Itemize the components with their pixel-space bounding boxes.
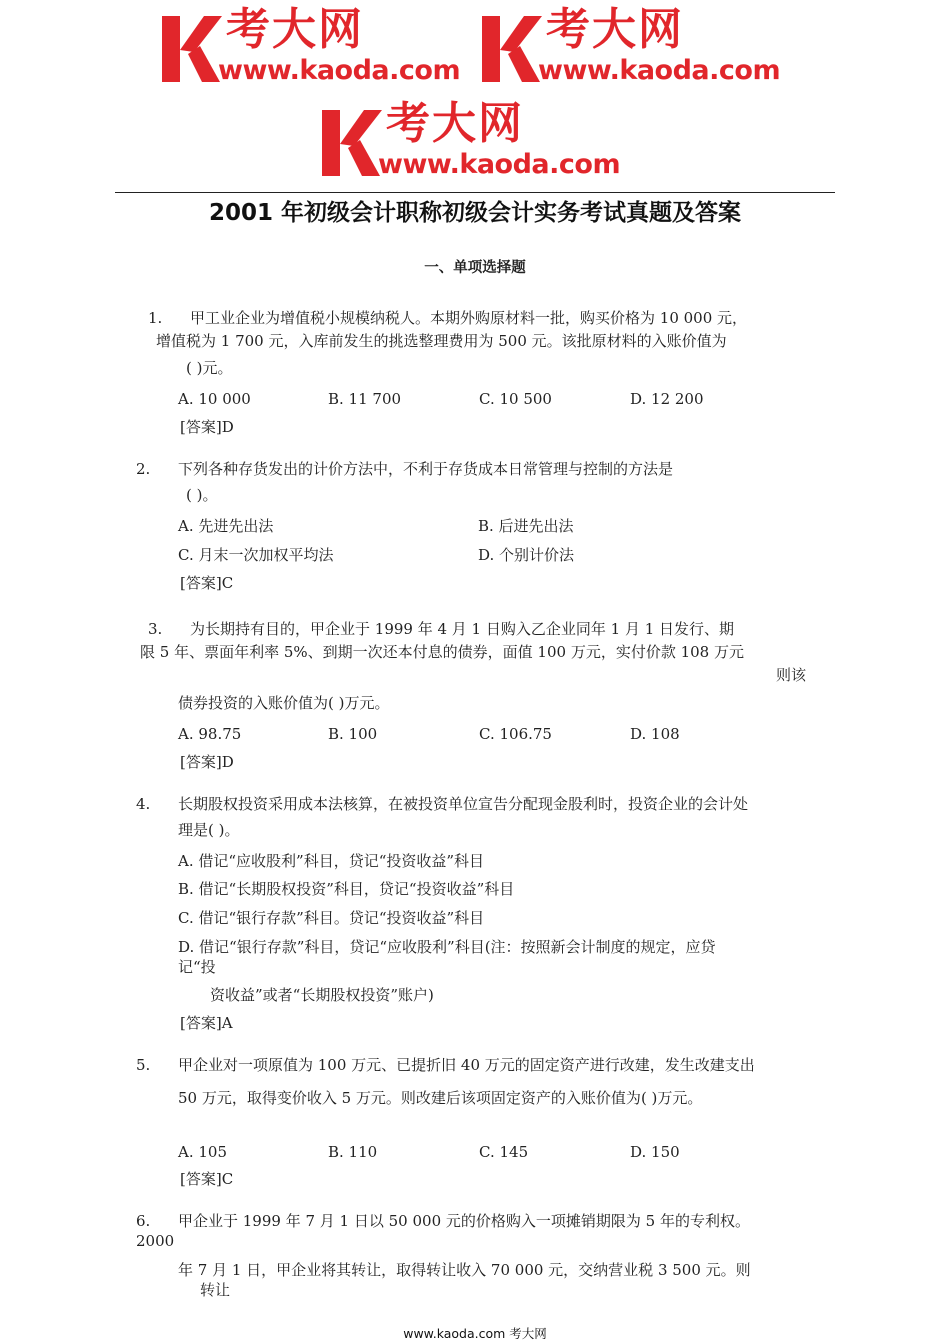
q3-option-d: D. 108 xyxy=(630,725,680,743)
q3-option-a: A. 98.75 xyxy=(178,725,242,743)
q1-option-d: D. 12 200 xyxy=(630,390,704,408)
q4-option-c: C. 借记“银行存款”科目。贷记“投资收益”科目 xyxy=(178,909,485,927)
header-rule xyxy=(115,192,835,193)
q6-line1: 甲企业于 1999 年 7 月 1 日以 50 000 元的价格购入一项摊销期限为 5 年的专利权。 xyxy=(178,1212,750,1230)
q1-line2: 增值税为 1 700 元，入库前发生的挑选整理费用为 500 元。该批原材料的入账价值为 xyxy=(156,332,727,350)
q4-option-d-line1: D. 借记“银行存款”科目，贷记“应收股利”科目(注：按照新会计制度的规定，应贷 xyxy=(178,938,716,956)
k-logo-icon xyxy=(320,106,382,178)
q4-line2: 理是( )。 xyxy=(178,821,240,839)
q3-number: 3. xyxy=(148,620,163,638)
q2-option-d: D. 个别计价法 xyxy=(478,546,575,564)
q2-blank: ( )。 xyxy=(186,486,218,504)
q1-answer: [答案]D xyxy=(180,418,234,436)
logo-url: www.kaoda.com xyxy=(218,55,461,86)
logo-left xyxy=(160,6,480,90)
logo-chinese: 考大网 xyxy=(386,98,524,149)
q2-answer: [答案]C xyxy=(180,574,234,592)
q3-option-b: B. 100 xyxy=(328,725,378,743)
q6-line3: 年 7 月 1 日，甲企业将其转让，取得转让收入 70 000 元，交纳营业税 3 500 元。则 xyxy=(178,1261,751,1279)
q3-line1: 为长期持有目的，甲企业于 1999 年 4 月 1 日购入乙企业同年 1 月 1 日发行、期 xyxy=(190,620,735,638)
q3-option-c: C. 106.75 xyxy=(479,725,552,743)
q5-answer: [答案]C xyxy=(180,1170,234,1188)
q1-number: 1. xyxy=(148,309,163,327)
q1-option-a: A. 10 000 xyxy=(178,390,251,408)
q2-option-c: C. 月末一次加权平均法 xyxy=(178,546,334,564)
q3-line3: 则该 xyxy=(776,666,807,684)
q5-option-b: B. 110 xyxy=(328,1143,378,1161)
q3-line4: 债券投资的入账价值为( )万元。 xyxy=(178,694,390,712)
q4-option-d-line2: 记“投 xyxy=(178,958,216,976)
section-heading: 一、单项选择题 xyxy=(424,260,526,276)
page-footer: www.kaoda.com 考大网 xyxy=(403,1326,547,1341)
q5-option-d: D. 150 xyxy=(630,1143,680,1161)
q4-number: 4. xyxy=(136,795,151,813)
q1-line1: 甲工业企业为增值税小规模纳税人。本期外购原材料一批，购买价格为 10 000 元， xyxy=(190,309,748,327)
q6-line4: 转让 xyxy=(200,1281,231,1299)
q1-option-c: C. 10 500 xyxy=(479,390,552,408)
q6-number: 6. xyxy=(136,1212,151,1230)
q4-option-a: A. 借记“应收股利”科目，贷记“投资收益”科目 xyxy=(178,852,485,870)
q2-option-a: A. 先进先出法 xyxy=(178,517,274,535)
q3-answer: [答案]D xyxy=(180,753,234,771)
q5-line1: 甲企业对一项原值为 100 万元、已提折旧 40 万元的固定资产进行改建，发生改建支出 xyxy=(178,1056,755,1074)
q2-option-b: B. 后进先出法 xyxy=(478,517,574,535)
q4-option-b: B. 借记“长期股权投资”科目，贷记“投资收益”科目 xyxy=(178,880,515,898)
logo-url: www.kaoda.com xyxy=(378,149,621,180)
logo-center xyxy=(320,100,640,184)
logo-chinese: 考大网 xyxy=(546,4,684,55)
q3-line2: 限 5 年、票面年利率 5%、到期一次还本付息的债券，面值 100 万元，实付价款 108 万元 xyxy=(140,643,744,661)
page-title: 2001 年初级会计职称初级会计实务考试真题及答案 xyxy=(208,200,742,226)
logo-chinese: 考大网 xyxy=(226,4,364,55)
q4-line1: 长期股权投资采用成本法核算，在被投资单位宣告分配现金股利时，投资企业的会计处 xyxy=(178,795,749,813)
logo-right xyxy=(480,6,800,90)
q6-line2: 2000 xyxy=(136,1232,175,1250)
q5-line2: 50 万元，取得变价收入 5 万元。则改建后该项固定资产的入账价值为( )万元。 xyxy=(178,1089,703,1107)
q5-option-a: A. 105 xyxy=(178,1143,227,1161)
q2-line1: 下列各种存货发出的计价方法中，不利于存货成本日常管理与控制的方法是 xyxy=(178,460,674,478)
q5-option-c: C. 145 xyxy=(479,1143,529,1161)
q4-answer: [答案]A xyxy=(180,1014,233,1032)
k-logo-icon xyxy=(160,12,222,84)
q2-number: 2. xyxy=(136,460,151,478)
k-logo-icon xyxy=(480,12,542,84)
q1-option-b: B. 11 700 xyxy=(328,390,402,408)
q5-number: 5. xyxy=(136,1056,151,1074)
logo-url: www.kaoda.com xyxy=(538,55,781,86)
q4-option-d-line3: 资收益”或者“长期股权投资”账户) xyxy=(210,986,434,1004)
q1-blank: ( )元。 xyxy=(186,359,233,377)
